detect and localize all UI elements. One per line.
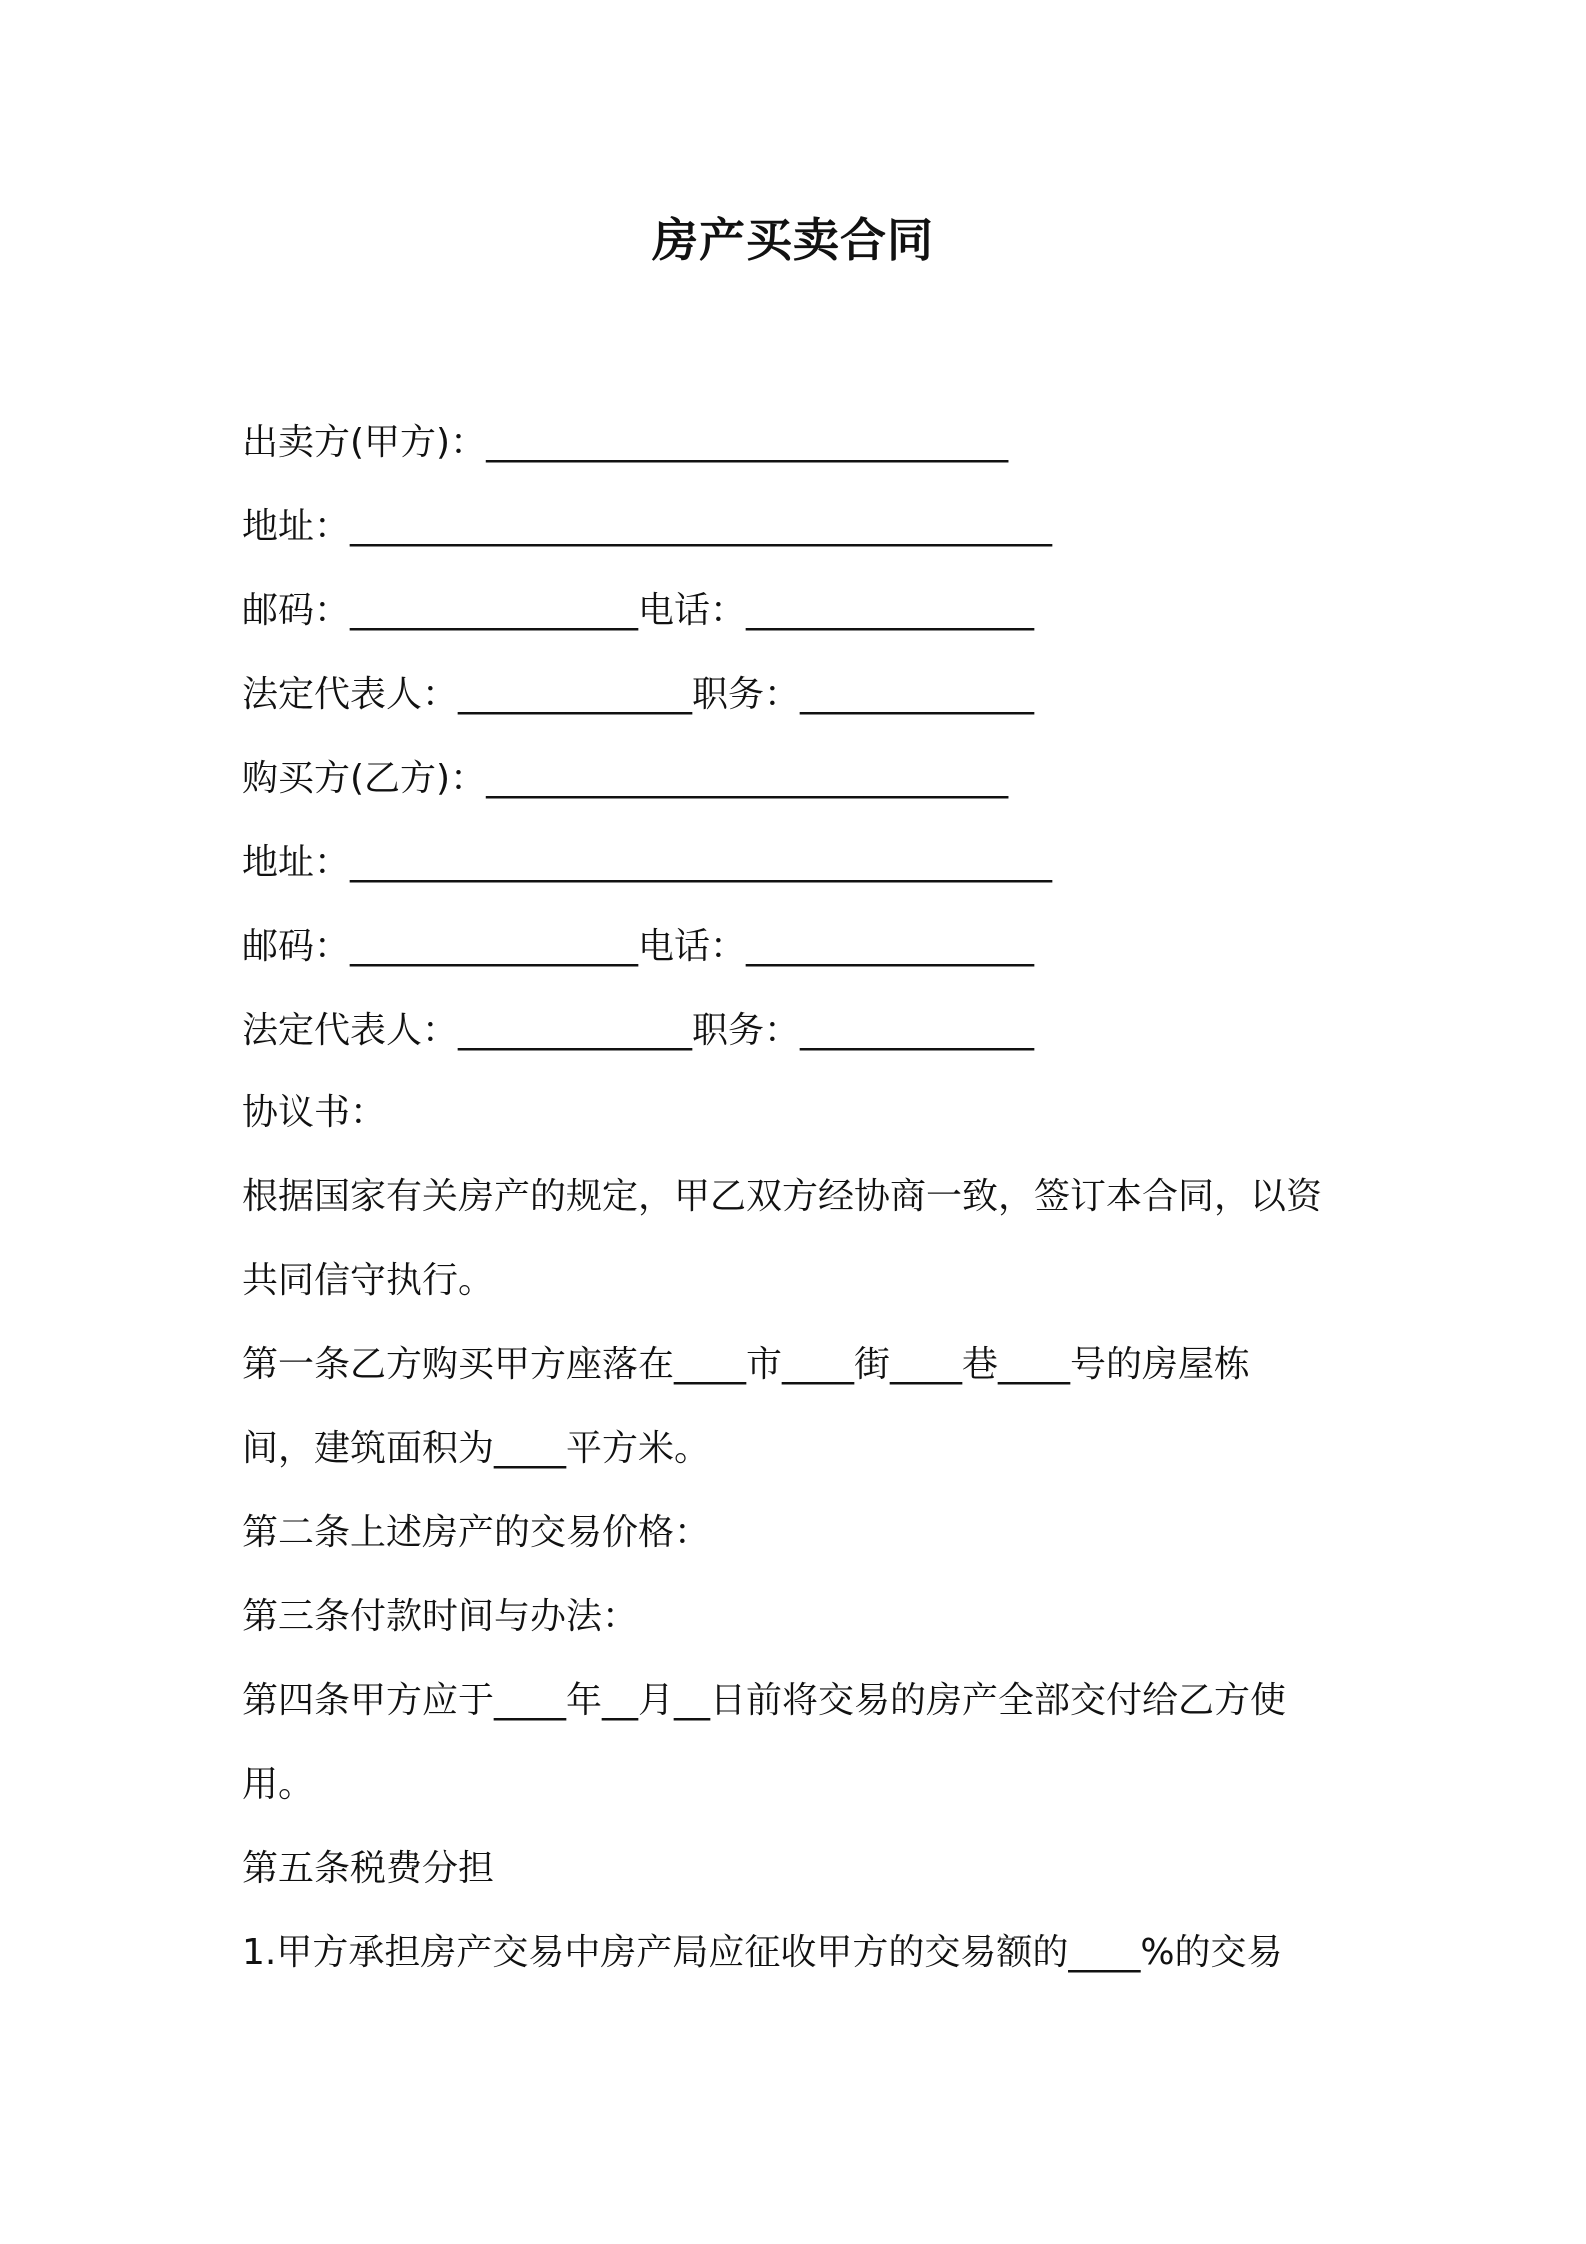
article-1-line: 间，建筑面积为____平方米。 [242, 1428, 711, 1469]
paragraph-line: 共同信守执行。 [242, 1260, 495, 1301]
seller-postcode-phone-line: 邮码：________________电话：________________ [242, 590, 1035, 631]
article-3-line: 第三条付款时间与办法： [242, 1596, 639, 1637]
buyer-address-line: 地址：_______________________________________ [242, 842, 1053, 883]
buyer-postcode-phone-line: 邮码：________________电话：________________ [242, 926, 1035, 967]
article-4-line: 第四条甲方应于____年__月__日前将交易的房产全部交付给乙方使 [242, 1680, 1287, 1721]
article-5-item-1: 1.甲方承担房产交易中房产局应征收甲方的交易额的____%的交易 [242, 1932, 1283, 1973]
agreement-heading: 协议书： [242, 1092, 387, 1133]
article-2-line: 第二条上述房产的交易价格： [242, 1512, 711, 1553]
document-title: 房产买卖合同 [652, 213, 934, 267]
seller-address-line: 地址：_______________________________________ [242, 506, 1053, 547]
article-4-line: 用。 [242, 1764, 315, 1805]
article-1-line: 第一条乙方购买甲方座落在____市____街____巷____号的房屋栋 [242, 1344, 1251, 1385]
seller-name-line: 出卖方(甲方)：_____________________________ [242, 422, 1009, 463]
article-5-heading: 第五条税费分担 [242, 1848, 495, 1889]
seller-representative-line: 法定代表人：_____________职务：_____________ [242, 674, 1035, 715]
buyer-name-line: 购买方(乙方)：_____________________________ [242, 758, 1009, 799]
buyer-representative-line: 法定代表人：_____________职务：_____________ [242, 1010, 1035, 1051]
paragraph-line: 根据国家有关房产的规定，甲乙双方经协商一致，签订本合同，以资 [242, 1176, 1323, 1217]
